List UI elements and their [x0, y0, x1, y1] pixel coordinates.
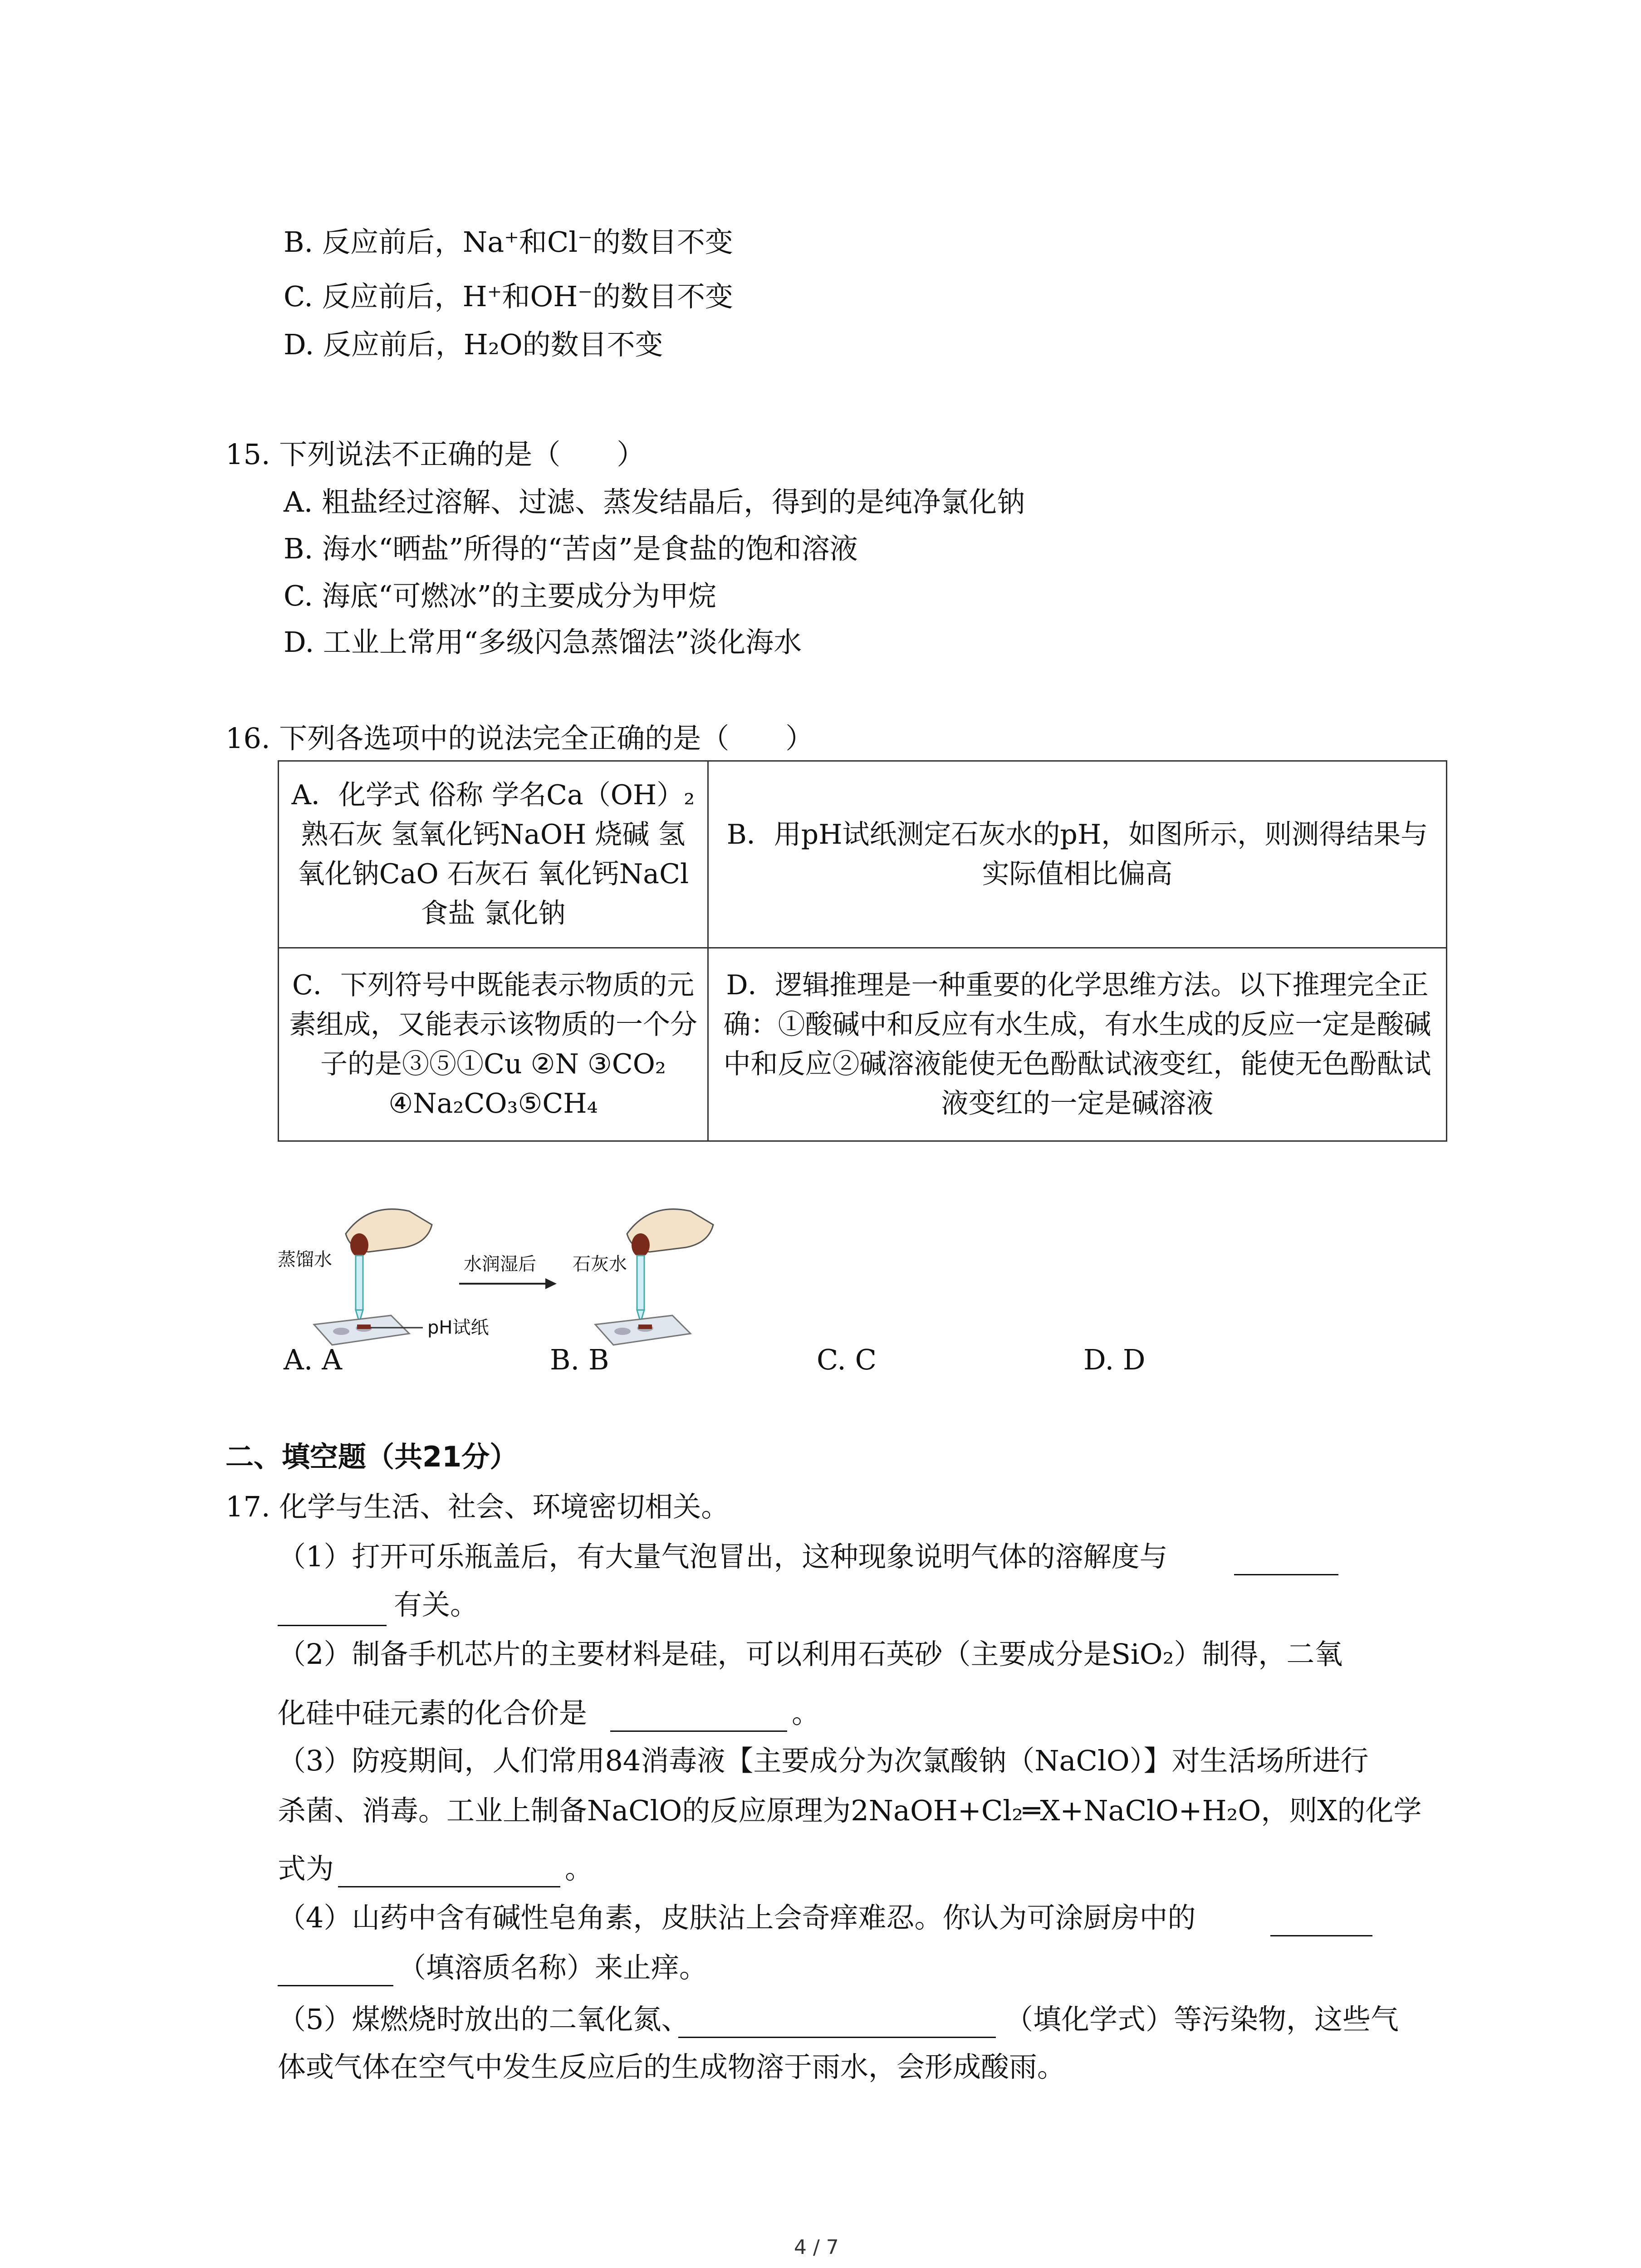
label-ph-paper: pH试纸	[427, 1317, 489, 1338]
q17-part3-line2: 杀菌、消毒。工业上制备NaClO的反应原理为2NaOH+Cl₂═X+NaClO+H₂O，则X的化学	[278, 1794, 1422, 1827]
q17-part5-line1b: （填化学式）等污染物，这些气	[1005, 2003, 1399, 2036]
q16-choice-b: B. B	[550, 1343, 609, 1376]
q14-option-d: D. 反应前后，H₂O的数目不变	[284, 328, 663, 361]
right-dropper-setup	[595, 1209, 713, 1345]
q17-part2-line1: （2）制备手机芯片的主要材料是硅，可以利用石英砂（主要成分是SiO₂）制得，二氧	[278, 1637, 1343, 1671]
q17-part4-blank-cont[interactable]	[278, 1985, 393, 1986]
q17-stem: 17. 化学与生活、社会、环境密切相关。	[225, 1490, 730, 1523]
q16-cell-b: B．用pH试纸测定石灰水的pH，如图所示，则测得结果与实际值相比偏高	[708, 761, 1447, 948]
q16-stem: 16. 下列各选项中的说法完全正确的是（ ）	[225, 722, 814, 755]
q17-part3-line3: 式为	[278, 1852, 334, 1885]
q15-option-d: D. 工业上常用“多级闪急蒸馏法”淡化海水	[284, 626, 802, 659]
q17-part5-line2: 体或气体在空气中发生反应后的生成物溶于雨水，会形成酸雨。	[278, 2050, 1066, 2083]
q15-option-c: C. 海底“可燃冰”的主要成分为甲烷	[284, 579, 717, 612]
q16-cell-d: D．逻辑推理是一种重要的化学思维方法。以下推理完全正确：①酸碱中和反应有水生成，有水生成的反应一定是酸碱中和反应②碱溶液能使无色酚酞试液变红，能使无色酚酞试液变红的一定是碱溶液	[708, 948, 1447, 1141]
ph-test-figure	[278, 1193, 754, 1347]
q16-choice-d: D. D	[1083, 1343, 1146, 1376]
q15-stem: 15. 下列说法不正确的是（ ）	[225, 438, 645, 471]
left-dropper-setup	[314, 1209, 432, 1345]
label-arrow: 水润湿后	[464, 1254, 536, 1275]
q14-option-b: B. 反应前后，Na⁺和Cl⁻的数目不变	[284, 225, 733, 259]
q17-part1-line1: （1）打开可乐瓶盖后，有大量气泡冒出，这种现象说明气体的溶解度与	[278, 1540, 1168, 1573]
q16-cell-a: A．化学式 俗称 学名Ca（OH）₂ 熟石灰 氢氧化钙NaOH 烧碱 氢氧化钠CaO 石灰石 氧化钙NaCl 食盐 氯化钠	[279, 761, 708, 948]
label-limewater: 石灰水	[573, 1254, 627, 1275]
q17-part5-blank[interactable]	[678, 2037, 996, 2038]
q17-part3-end: 。	[565, 1852, 593, 1885]
q17-part3-blank[interactable]	[338, 1886, 560, 1887]
label-distilled-water: 蒸馏水	[278, 1249, 332, 1270]
q17-part1-blank[interactable]	[1234, 1574, 1338, 1575]
q16-choice-a: A. A	[284, 1343, 342, 1376]
q15-option-a: A. 粗盐经过溶解、过滤、蒸发结晶后，得到的是纯净氯化钠	[284, 485, 1025, 518]
q16-choice-c: C. C	[817, 1343, 877, 1376]
q17-part1-blank-cont[interactable]	[278, 1625, 387, 1626]
q15-option-b: B. 海水“晒盐”所得的“苦卤”是食盐的饱和溶液	[284, 532, 858, 565]
page-number: 4 / 7	[794, 2236, 839, 2259]
q17-part5-line1a: （5）煤燃烧时放出的二氧化氮、	[278, 2003, 690, 2036]
q17-part2-line2: 化硅中硅元素的化合价是	[278, 1696, 588, 1730]
q17-part4-line1: （4）山药中含有碱性皂角素，皮肤沾上会奇痒难忍。你认为可涂厨房中的	[278, 1901, 1196, 1934]
q17-part2-end: 。	[792, 1696, 820, 1730]
q17-part3-line1: （3）防疫期间，人们常用84消毒液【主要成分为次氯酸钠（NaClO）】对生活场所进行	[278, 1744, 1369, 1777]
q16-options-table	[278, 760, 1447, 1142]
q17-part1-line2: 有关。	[394, 1588, 479, 1621]
q17-part4-line2: （填溶质名称）来止痒。	[398, 1951, 708, 1984]
q16-cell-c: C．下列符号中既能表示物质的元素组成，又能表示该物质的一个分子的是③⑤①Cu ②N ③CO₂ ④Na₂CO₃⑤CH₄	[279, 948, 708, 1141]
q14-option-c: C. 反应前后，H⁺和OH⁻的数目不变	[284, 280, 734, 313]
q17-part2-blank[interactable]	[610, 1730, 787, 1732]
q17-part4-blank[interactable]	[1270, 1935, 1372, 1936]
section-2-title: 二、填空题（共21分）	[225, 1440, 518, 1473]
